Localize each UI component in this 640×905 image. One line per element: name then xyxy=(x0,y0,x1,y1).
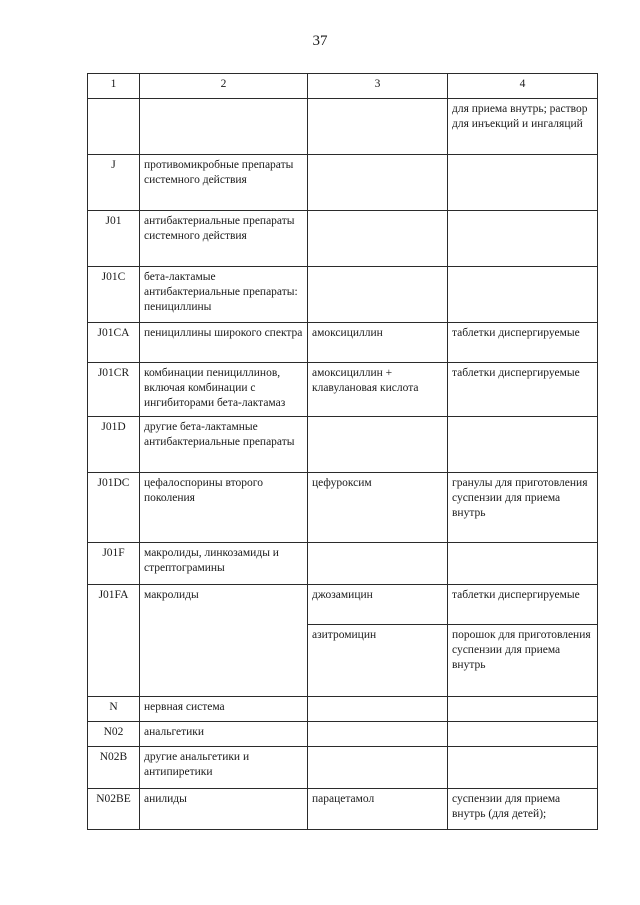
dosage-form-cell xyxy=(448,155,598,211)
dosage-form-cell xyxy=(448,722,598,747)
group-name-cell: анилиды xyxy=(140,789,308,830)
drug-table xyxy=(87,73,598,830)
group-name-cell: другие бета-лактамные антибактериальные препараты xyxy=(140,417,308,473)
atc-code-cell: N02 xyxy=(88,722,140,747)
page-number: 37 xyxy=(312,33,328,49)
group-name-cell: противомикробные препараты системного действия xyxy=(140,155,308,211)
dosage-form-cell xyxy=(448,267,598,323)
table-header-row xyxy=(88,74,598,99)
substance-cell xyxy=(308,747,448,789)
substance-cell xyxy=(308,267,448,323)
column-header-2: 2 xyxy=(140,74,308,99)
dosage-form-cell: гранулы для приготовления суспензии для приема внутрь xyxy=(448,473,598,543)
atc-code-cell: J01 xyxy=(88,211,140,267)
atc-code-cell: J xyxy=(88,155,140,211)
substance-cell xyxy=(308,211,448,267)
substance-cell xyxy=(308,722,448,747)
group-name-cell: другие анальгетики и антипиретики xyxy=(140,747,308,789)
substance-cell: амоксициллин + клавулановая кислота xyxy=(308,363,448,417)
table-row xyxy=(88,543,598,585)
column-header-4: 4 xyxy=(448,74,598,99)
atc-code-cell: J01F xyxy=(88,543,140,585)
group-name-cell: макролиды, линкозамиды и стрептограмины xyxy=(140,543,308,585)
table-row xyxy=(88,155,598,211)
atc-code-cell: J01CA xyxy=(88,323,140,363)
column-header-3: 3 xyxy=(308,74,448,99)
substance-cell xyxy=(308,155,448,211)
substance-cell: цефуроксим xyxy=(308,473,448,543)
column-header-1: 1 xyxy=(88,74,140,99)
group-name-cell: нервная система xyxy=(140,697,308,722)
table-row xyxy=(88,747,598,789)
group-name-cell xyxy=(140,99,308,155)
group-name-cell: антибактериальные препараты системного действия xyxy=(140,211,308,267)
dosage-form-cell: таблетки диспергируемые xyxy=(448,363,598,417)
atc-code-cell xyxy=(88,99,140,155)
group-name-cell: анальгетики xyxy=(140,722,308,747)
substance-cell xyxy=(308,543,448,585)
dosage-form-cell: порошок для приготовления суспензии для приема внутрь xyxy=(448,625,598,697)
group-name-cell: комбинации пенициллинов, включая комбинации с ингибиторами бета-лактамаз xyxy=(140,363,308,417)
dosage-form-cell xyxy=(448,211,598,267)
table-row xyxy=(88,473,598,543)
atc-code-cell: J01DC xyxy=(88,473,140,543)
table-row xyxy=(88,697,598,722)
table-row xyxy=(88,323,598,363)
group-name-cell: бета-лактамые антибактериальные препараты: пенициллины xyxy=(140,267,308,323)
dosage-form-cell xyxy=(448,543,598,585)
dosage-form-cell xyxy=(448,417,598,473)
substance-cell xyxy=(308,99,448,155)
table-row xyxy=(88,363,598,417)
group-name-cell: пенициллины широкого спектра xyxy=(140,323,308,363)
substance-cell: азитромицин xyxy=(308,625,448,697)
table-row xyxy=(88,267,598,323)
atc-code-cell: J01CR xyxy=(88,363,140,417)
atc-code-cell: J01D xyxy=(88,417,140,473)
table-row xyxy=(88,99,598,155)
group-name-cell: цефалоспорины второго поколения xyxy=(140,473,308,543)
substance-cell xyxy=(308,697,448,722)
atc-code-cell: N xyxy=(88,697,140,722)
dosage-form-cell: суспензии для приема внутрь (для детей); xyxy=(448,789,598,830)
atc-code-cell: N02BE xyxy=(88,789,140,830)
table-row xyxy=(88,417,598,473)
atc-code-cell: J01C xyxy=(88,267,140,323)
substance-cell: джозамицин xyxy=(308,585,448,625)
atc-code-cell: J01FA xyxy=(88,585,140,697)
substance-cell: парацетамол xyxy=(308,789,448,830)
dosage-form-cell: таблетки диспергируемые xyxy=(448,323,598,363)
substance-cell xyxy=(308,417,448,473)
group-name-cell: макролиды xyxy=(140,585,308,697)
table-row xyxy=(88,789,598,830)
table-row xyxy=(88,722,598,747)
table-row xyxy=(88,585,598,625)
dosage-form-cell: таблетки диспергируемые xyxy=(448,585,598,625)
dosage-form-cell: для приема внутрь; раствор для инъекций и ингаляций xyxy=(448,99,598,155)
dosage-form-cell xyxy=(448,697,598,722)
dosage-form-cell xyxy=(448,747,598,789)
substance-cell: амоксициллин xyxy=(308,323,448,363)
table-row xyxy=(88,211,598,267)
atc-code-cell: N02B xyxy=(88,747,140,789)
